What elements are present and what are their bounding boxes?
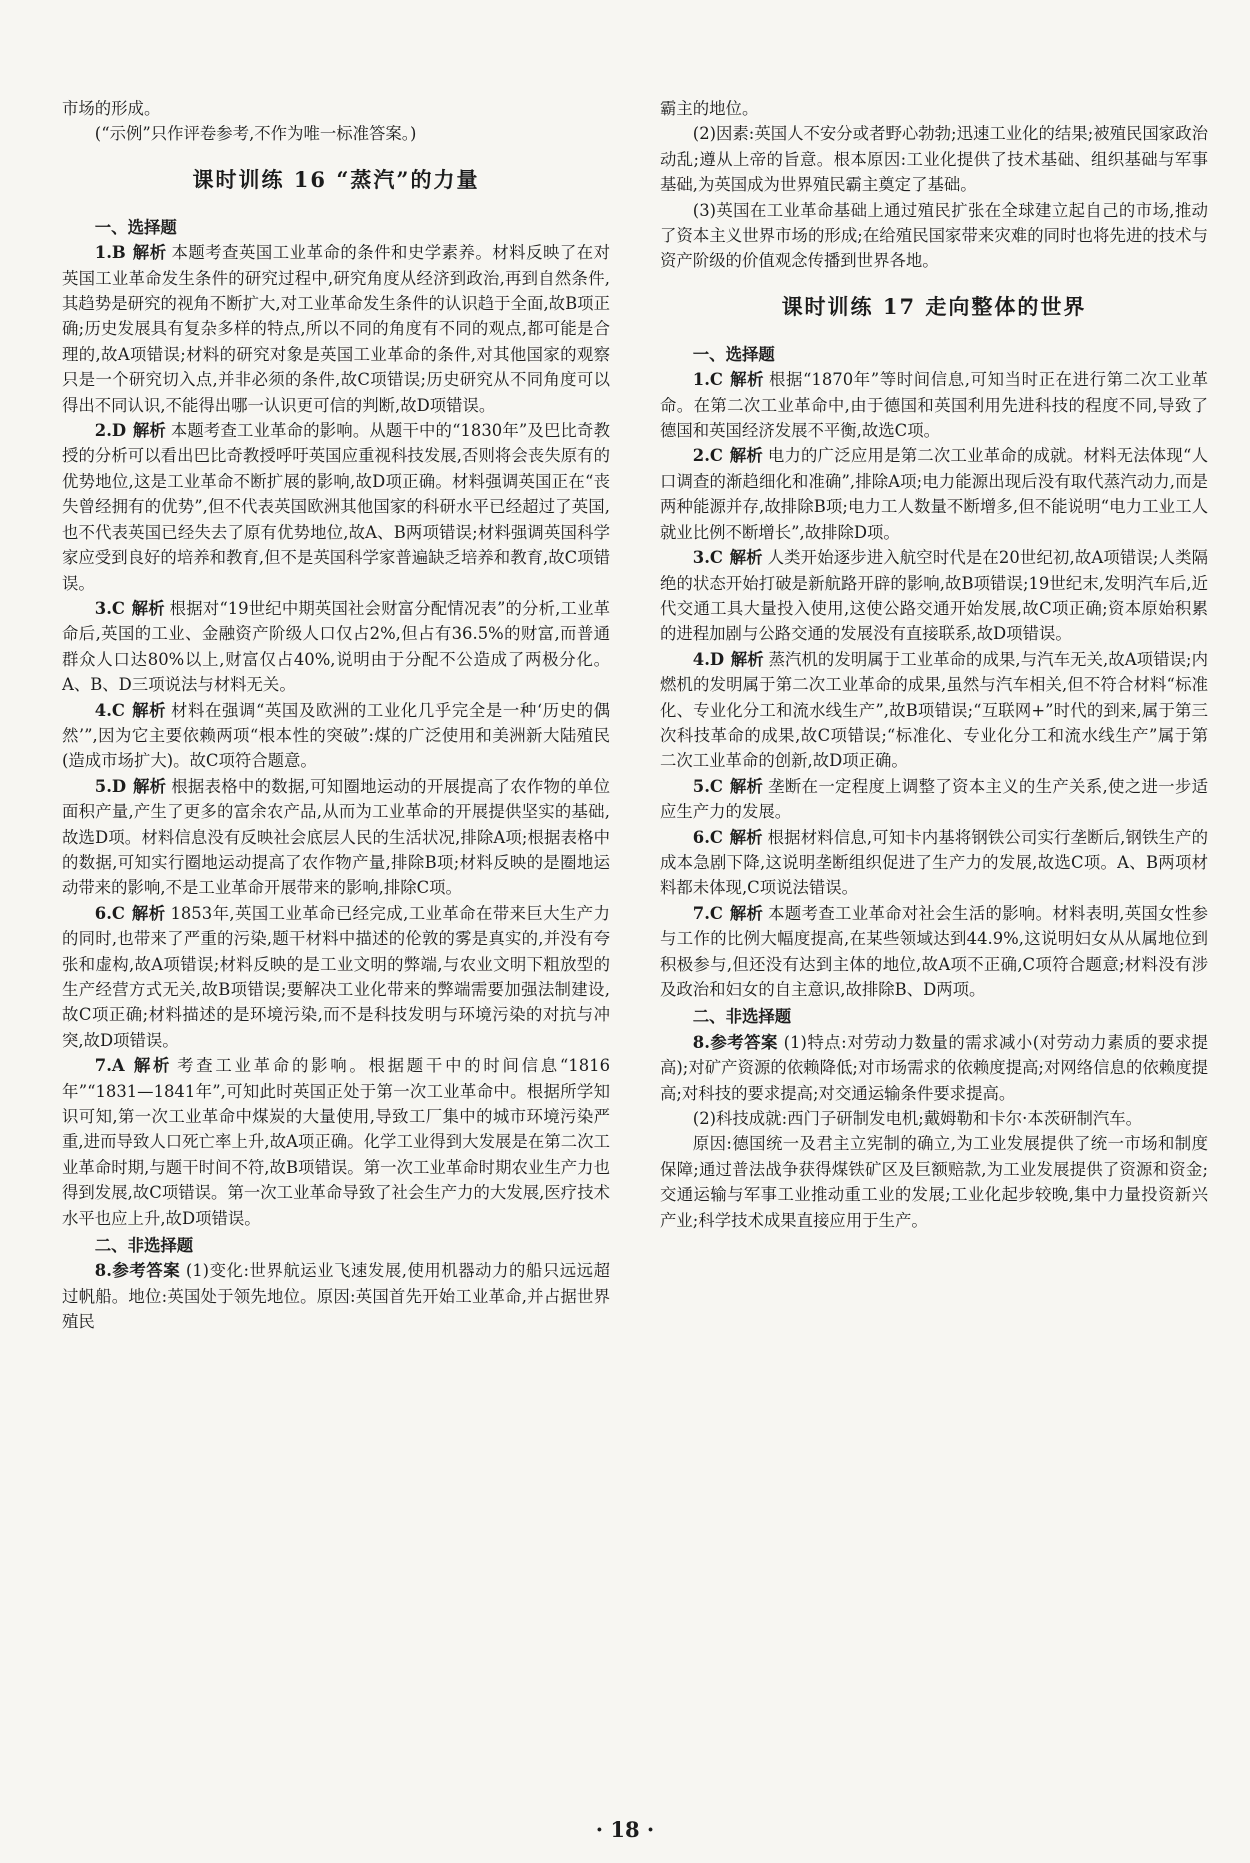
- answer-text: 根据表格中的数据,可知圈地运动的开展提高了农作物的单位面积产量,产生了更多的富余农产品,从而为工业革命的开展提供坚实的基础,故选D项。材料信息没有反映社会底层人民的生活状况,排除A项;根据表格中的数据,可知实行圈地运动提高了农作物产量,排除B项;材料反映的是圈地运动带来的影响,不是工业革命开展带来的影响,排除C项。: [62, 776, 610, 898]
- analysis-tag: 解析: [729, 548, 763, 568]
- analysis-tag: 解析: [729, 776, 764, 796]
- continuation-text: 霸主的地位。: [660, 99, 759, 118]
- right-column: [660, 96, 1208, 1233]
- analysis-tag: 解析: [131, 598, 165, 618]
- answer-number: 1.B: [94, 243, 126, 263]
- answer-text: 根据对“19世纪中期英国社会财富分配情况表”的分析,工业革命后,英国的工业、金融资产阶级人口仅占2%,但占有36.5%的财富,而普通群众人口达80%以上,财富仅占40%,说明由于分配不公造成了两极分化。A、B、D三项说法与材料无关。: [62, 598, 611, 695]
- answer-number: 7.C: [692, 903, 723, 923]
- analysis-tag: 解析: [132, 421, 166, 441]
- answer-item: [62, 418, 610, 596]
- answer-number: 3.C: [94, 598, 125, 618]
- answer-item: [660, 545, 1208, 647]
- analysis-tag: 解析: [132, 243, 167, 263]
- answer-number: 3.C: [692, 548, 723, 568]
- answer-number: 4.C: [94, 700, 125, 720]
- part-heading-nonchoice: 二、非选择题: [94, 1236, 194, 1256]
- answer-item: [660, 774, 1208, 825]
- answer-item: [62, 1258, 610, 1334]
- answer-item: [660, 367, 1208, 443]
- part-heading-choice: 一、选择题: [94, 217, 177, 237]
- left-column: [62, 96, 610, 1335]
- analysis-tag: 解析: [131, 700, 167, 720]
- reference-answer-label: 8.参考答案: [94, 1261, 181, 1281]
- answer-item: [62, 1053, 610, 1231]
- answer-text: 根据材料信息,可知卡内基将钢铁公司实行垄断后,钢铁生产的成本急剧下降,这说明垄断组织促进了生产力的发展,故选C项。A、B两项材料都未体现,C项说法错误。: [660, 827, 1209, 898]
- answer-number: 2.C: [692, 446, 723, 466]
- answer-item: [62, 698, 610, 774]
- analysis-tag: 解析: [729, 446, 763, 466]
- answer-number: 5.D: [94, 776, 127, 796]
- answer-item: [660, 443, 1208, 545]
- answer-text: 蒸汽机的发明属于工业革命的成果,与汽车无关,故A项错误;内燃机的发明属于第二次工业革命的成果,虽然与汽车相关,但不符合材料“标准化、专业化分工和流水线生产”,故B项错误;“互联网+”时代的到来,属于第三次科技革命的成果,故C项错误;“标准化、专业化分工和流水线生产”属于第二次工业革命的创新,故D项正确。: [660, 649, 1208, 771]
- answer-text: 本题考查工业革命对社会生活的影响。材料表明,英国女性参与工作的比例大幅度提高,在某些领域达到44.9%,这说明妇女从从属地位到积极参与,但还没有达到主体的地位,故A项不正确,C项符合题意;材料没有涉及政治和妇女的自主意识,故排除B、D两项。: [660, 903, 1208, 999]
- answer-text: 电力的广泛应用是第二次工业革命的成就。材料无法体现“人口调查的渐趋细化和准确”,排除A项;电力能源出现后没有取代蒸汽动力,而是两种能源并存,故排除B项;电力工人数量不断增多,但不能说明“电力工业工人就业比例不断增长”,故排除D项。: [660, 446, 1208, 542]
- answer-text: 考查工业革命的影响。根据题干中的时间信息“1816年”“1831—1841年”,可知此时英国正处于第一次工业革命中。根据所学知识可知,第一次工业革命中煤炭的大量使用,导致工厂集中的城市环境污染严重,进而导致人口死亡率上升,故A项正确。化学工业得到大发展是在第二次工业革命时期,与题干时间不符,故B项错误。第一次工业革命时期农业生产力也得到发展,故C项错误。第一次工业革命导致了社会生产力的大发展,医疗技术水平也应上升,故D项错误。: [62, 1056, 610, 1228]
- analysis-tag: 解析: [131, 1056, 173, 1076]
- answer-number: 5.C: [692, 776, 723, 796]
- answer-number: 6.C: [692, 827, 723, 847]
- answer-text: 垄断在一定程度上调整了资本主义的生产关系,使之进一步适应生产力的发展。: [660, 776, 1208, 822]
- answer-item: [660, 901, 1208, 1003]
- continuation-text: 市场的形成。: [62, 99, 161, 118]
- analysis-tag: 解析: [730, 649, 764, 669]
- answer-text: (1)特点:对劳动力数量的需求减小(对劳动力素质的要求提高);对矿产资源的依赖降低;对市场需求的依赖度提高;对网络信息的依赖度提高;对科技的要求提高;对交通运输条件要求提高。: [660, 1032, 1208, 1103]
- part-heading-choice: 一、选择题: [692, 344, 775, 364]
- answer-paragraph: 原因:德国统一及君主立宪制的确立,为工业发展提供了统一市场和制度保障;通过普法战争获得煤铁矿区及巨额赔款,为工业发展提供了资源和资金;交通运输与军事工业推动重工业的发展;工业化起步较晚,集中力量投资新兴产业;科学技术成果直接应用于生产。: [660, 1134, 1208, 1230]
- answer-text: (1)变化:世界航运业飞速发展,使用机器动力的船只远远超过帆船。地位:英国处于领先地位。原因:英国首先开始工业革命,并占据世界殖民: [62, 1261, 610, 1332]
- answer-item: [660, 647, 1208, 774]
- analysis-tag: 解析: [132, 776, 167, 796]
- answer-text: 本题考查工业革命的影响。从题干中的“1830年”及巴比奇教授的分析可以看出巴比奇教授呼吁英国应重视科技发展,否则将会丧失原有的优势地位,这是工业革命不断扩展的影响,故D项正确。材料强调英国正在“丧失曾经拥有的优势”,但不代表英国欧洲其他国家的科研水平已经超过了英国,也不代表英国已经失去了原有优势地位,故A、B两项错误;材料强调英国科学家应受到良好的培养和教育,但不是英国科学家普遍缺乏培养和教育,故C项错误。: [62, 421, 610, 593]
- section-title-16: 课时训练 16 “蒸汽”的力量: [192, 166, 480, 192]
- answer-item: [62, 901, 610, 1053]
- answer-number: 6.C: [94, 903, 125, 923]
- answer-item: [62, 774, 610, 901]
- answer-note: (“示例”只作评卷参考,不作为唯一标准答案。): [94, 124, 417, 144]
- answer-text: 本题考查英国工业革命的条件和史学素养。材料反映了在对英国工业革命发生条件的研究过程中,研究角度从经济到政治,再到自然条件,其趋势是研究的视角不断扩大,对工业革命发生条件的认识趋于全面,故B项正确;历史发展具有复杂多样的特点,所以不同的角度有不同的观点,都可能是合理的,故A项错误;材料的研究对象是英国工业革命的条件,对其他国家的观察只是一个研究切入点,并非必须的条件,故C项错误;历史研究从不同角度可以得出不同认识,不能得出哪一认识更可信的判断,故D项错误。: [62, 243, 610, 415]
- answer-paragraph: (3)英国在工业革命基础上通过殖民扩张在全球建立起自己的市场,推动了资本主义世界市场的形成;在给殖民国家带来灾难的同时也将先进的技术与资产阶级的价值观念传播到世界各地。: [660, 200, 1208, 271]
- part-heading-nonchoice: 二、非选择题: [692, 1007, 792, 1027]
- analysis-tag: 解析: [729, 370, 765, 390]
- reference-answer-label: 8.参考答案: [692, 1032, 778, 1052]
- page-number: · 18 ·: [595, 1817, 655, 1842]
- answer-text: 根据“1870年”等时间信息,可知当时正在进行第二次工业革命。在第二次工业革命中,由于德国和英国利用先进科技的程度不同,导致了德国和英国经济发展不平衡,故选C项。: [660, 370, 1208, 441]
- answer-item: [62, 240, 610, 418]
- answer-paragraph: (2)科技成就:西门子研制发电机;戴姆勒和卡尔·本茨研制汽车。: [692, 1109, 1143, 1129]
- answer-text: 材料在强调“英国及欧洲的工业化几乎完全是一种‘历史的偶然’”,因为它主要依赖两项“根本性的突破”:煤的广泛使用和美洲新大陆殖民(造成市场扩大)。故C项符合题意。: [62, 700, 611, 771]
- answer-paragraph: (2)因素:英国人不安分或者野心勃勃;迅速工业化的结果;被殖民国家政治动乱;遵从上帝的旨意。根本原因:工业化提供了技术基础、组织基础与军事基础,为英国成为世界殖民霸主奠定了基础。: [660, 124, 1208, 195]
- answer-text: 人类开始逐步进入航空时代是在20世纪初,故A项错误;人类隔绝的状态开始打破是新航路开辟的影响,故B项错误;19世纪末,发明汽车后,近代交通工具大量投入使用,这使公路交通开始发展,故C项正确;资本原始积累的进程加剧与公路交通的发展没有直接联系,故D项错误。: [660, 548, 1208, 644]
- analysis-tag: 解析: [729, 827, 763, 847]
- section-title-17: 课时训练 17 走向整体的世界: [781, 293, 1087, 319]
- answer-item: [62, 596, 610, 698]
- answer-text: 1853年,英国工业革命已经完成,工业革命在带来巨大生产力的同时,也带来了严重的污染,题干材料中描述的伦敦的雾是真实的,并没有夸张和虚构,故A项错误;材料反映的是工业文明的弊端,与农业文明下粗放型的生产经营方式无关,故B项错误;要解决工业化带来的弊端需要加强法制建设,故C项正确;材料描述的是环境污染,而不是科技发明与环境污染的对抗与冲突,故D项错误。: [62, 903, 611, 1050]
- answer-number: 1.C: [692, 370, 723, 390]
- answer-number: 2.D: [94, 421, 127, 441]
- answer-number: 7.A: [94, 1056, 125, 1076]
- analysis-tag: 解析: [131, 903, 166, 923]
- answer-item: [660, 1030, 1208, 1106]
- answer-number: 4.D: [692, 649, 725, 669]
- answer-item: [660, 825, 1208, 901]
- analysis-tag: 解析: [729, 903, 764, 923]
